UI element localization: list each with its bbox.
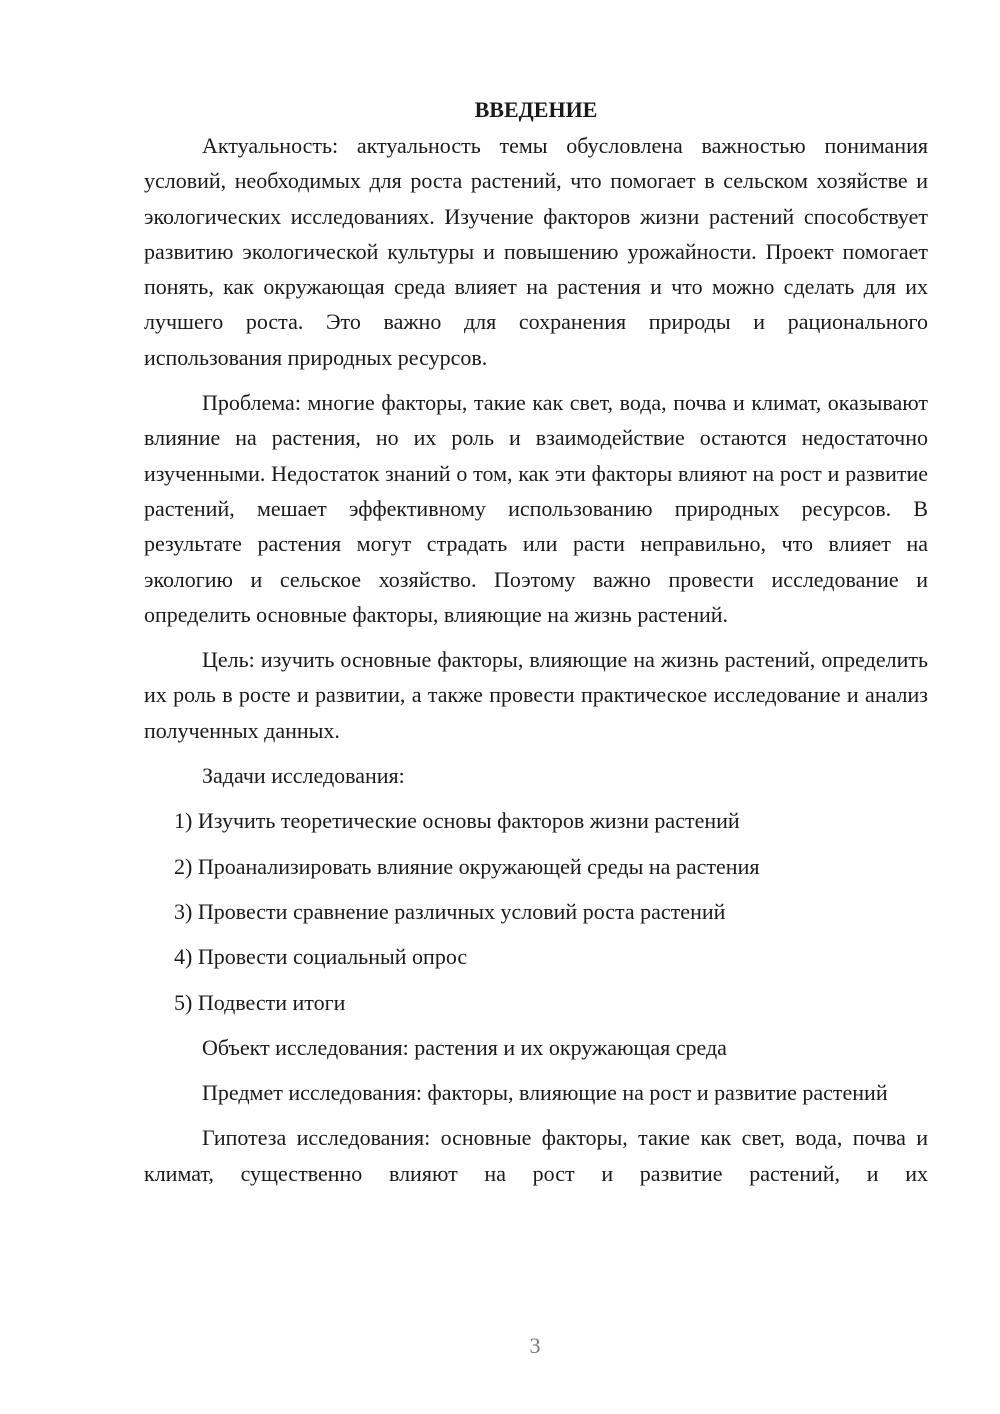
- problem-paragraph: Проблема: многие факторы, такие как свет, вода, почва и климат, оказывают влияние на растения, но их роль и взаимодействие остаются недостаточно изученными. Недостаток знаний о том, как эти факторы влияют на рост и развитие растений, мешает эффективному использованию природных ресурсов. В результате растения могут страдать или расти неправильно, что влияет на экологию и сельское хозяйство. Поэтому важно провести исследование и определить основные факторы, влияющие на жизнь растений.: [144, 390, 928, 627]
- task-item-5: 5) Подвести итоги: [174, 989, 346, 1015]
- task-item-3: 3) Провести сравнение различных условий роста растений: [174, 898, 726, 924]
- task-item-4: 4) Провести социальный опрос: [174, 944, 468, 970]
- task-item-2: 2) Проанализировать влияние окружающей среды на растения: [174, 853, 760, 879]
- document-page: [144, 94, 928, 1201]
- goal-paragraph: Цель: изучить основные факторы, влияющие на жизнь растений, определить их роль в росте и развитии, а также провести практическое исследование и анализ полученных данных.: [144, 647, 928, 743]
- relevance-paragraph: Актуальность: актуальность темы обусловлена важностью понимания условий, необходимых для роста растений, что помогает в сельском хозяйстве и экологических исследованиях. Изучение факторов жизни растений способствует развитию экологической культуры и повышению урожайности. Проект помогает понять, как окружающая среда влияет на растения и что можно сделать для их лучшего роста. Это важно для сохранения природы и рационального использования природных ресурсов.: [144, 133, 928, 370]
- task-item-1: 1) Изучить теоретические основы факторов жизни растений: [174, 808, 740, 834]
- section-heading: ВВЕДЕНИЕ: [474, 97, 598, 122]
- subject-paragraph: Предмет исследования: факторы, влияющие на рост и развитие растений: [202, 1080, 888, 1106]
- object-paragraph: Объект исследования: растения и их окружающая среда: [202, 1034, 727, 1060]
- hypothesis-paragraph: Гипотеза исследования: основные факторы, такие как свет, вода, почва и климат, существенно влияют на рост и развитие растений, и их: [144, 1125, 928, 1186]
- page-number: 3: [529, 1333, 541, 1358]
- tasks-title: Задачи исследования:: [202, 763, 405, 789]
